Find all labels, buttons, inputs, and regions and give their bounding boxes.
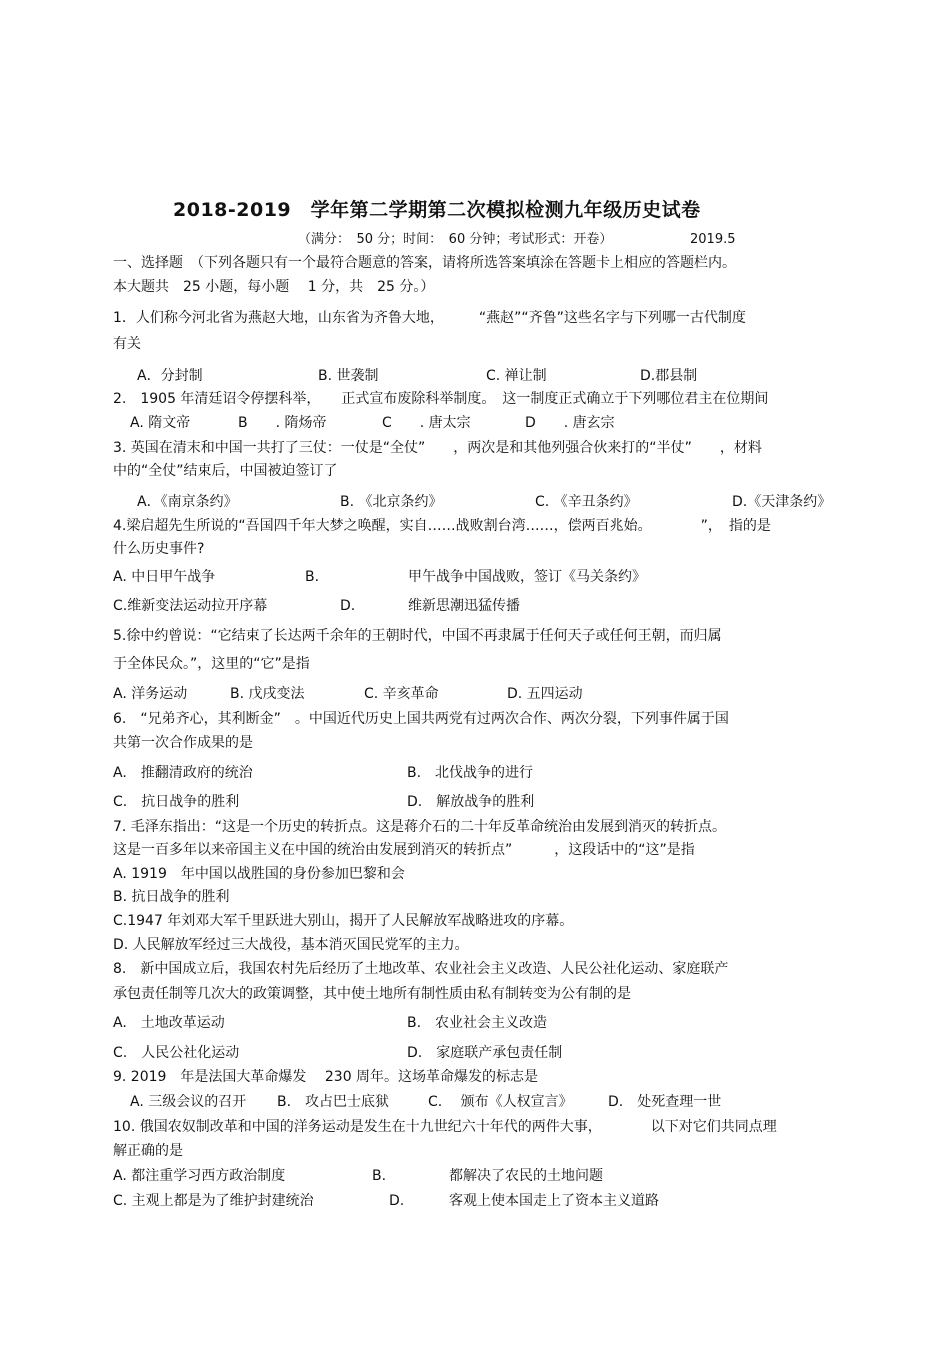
question-2-option-a: A. 隋文帝 — [130, 415, 191, 431]
question-6-option-c: C. 抗日战争的胜利 — [113, 794, 240, 810]
question-4-option-d-label: D. — [340, 598, 356, 614]
page-title: 2018-2019 学年第二学期第二次模拟检测九年级历史试卷 — [173, 199, 701, 221]
exam-info: （满分： 50 分；时间： 60 分钟；考试形式：开卷） — [298, 232, 613, 247]
question-1-option-d: D.郡县制 — [640, 368, 698, 384]
question-6-option-d: D. 解放战争的胜利 — [407, 794, 535, 810]
question-10-stem: 10. 俄国农奴制改革和中国的洋务运动是发生在十九世纪六十年代的两件大事， 以下对它们共同点理 — [113, 1119, 777, 1135]
question-9-stem: 9. 2019 年是法国大革命爆发 230 周年。这场革命爆发的标志是 — [113, 1069, 539, 1085]
question-6-option-b: B. 北伐战争的进行 — [407, 765, 534, 781]
question-4-option-a: A. 中日甲午战争 — [113, 569, 216, 585]
question-4-option-d: 维新思潮迅猛传播 — [408, 598, 520, 614]
question-5-option-d: D. 五四运动 — [507, 686, 583, 702]
question-2-option-c: C . 唐太宗 — [382, 415, 471, 431]
question-5-option-a: A. 洋务运动 — [113, 686, 188, 702]
question-4-stem-cont: 什么历史事件? — [113, 541, 205, 557]
question-2-option-d: D . 唐玄宗 — [525, 415, 615, 431]
question-10-option-b-label: B. — [372, 1168, 387, 1184]
question-8-option-a: A. 土地改革运动 — [113, 1015, 225, 1031]
question-10-option-c: C. 主观上都是为了维护封建统治 — [113, 1193, 314, 1209]
question-10-option-d-label: D. — [389, 1193, 405, 1209]
question-7-stem: 7. 毛泽东指出：“这是一个历史的转折点。这是蒋介石的二十年反革命统治由发展到消灭的转折点。 — [113, 819, 727, 835]
question-7-stem-cont: 这是一百多年以来帝国主义在中国的统治由发展到消灭的转折点” ，这段话中的“这”是指 — [113, 842, 695, 858]
question-2-option-b: B . 隋炀帝 — [238, 415, 327, 431]
question-10-option-d: 客观上使本国走上了资本主义道路 — [449, 1193, 659, 1209]
question-8-stem-cont: 承包责任制等几次大的政策调整，其中使土地所有制性质由私有制转变为公有制的是 — [113, 986, 631, 1002]
question-5-option-b: B. 戊戌变法 — [230, 686, 305, 702]
question-10-option-a: A. 都注重学习西方政治制度 — [113, 1168, 286, 1184]
question-6-stem: 6. “兄弟齐心，其利断金” 。中国近代历史上国共两党有过两次合作、两次分裂，下列事件属于国 — [113, 711, 729, 727]
question-3-option-a: A．《南京条约》 — [137, 494, 238, 510]
question-4-stem: 4.梁启超先生所说的“吾国四千年大梦之唤醒，实自……战败割台湾……，偿两百兆始。 ”， 指的是 — [113, 518, 771, 534]
question-7-option-b: B. 抗日战争的胜利 — [113, 889, 230, 905]
question-9-option-b: B. 攻占巴士底狱 — [277, 1094, 390, 1110]
question-9-option-c: C. 颁布《人权宣言》 — [428, 1094, 573, 1110]
question-1-option-b: B. 世袭制 — [318, 368, 379, 384]
question-4-option-b-label: B. — [305, 569, 320, 585]
question-8-option-c: C. 人民公社化运动 — [113, 1045, 240, 1061]
question-5-stem-cont: 于全体民众。”，这里的“它”是指 — [113, 656, 310, 672]
question-2-stem: 2. 1905 年清廷诏令停摆科举， 正式宣布废除科举制度。 这一制度正式确立于下列哪位君主在位期间 — [113, 391, 769, 407]
question-9-option-a: A. 三级会议的召开 — [130, 1094, 247, 1110]
question-3-option-b: B. 《北京条约》 — [340, 494, 443, 510]
question-8-option-d: D. 家庭联产承包责任制 — [407, 1045, 563, 1061]
question-4-option-b: 甲午战争中国战败，签订《马关条约》 — [408, 569, 646, 585]
question-3-option-c: C. 《辛丑条约》 — [535, 494, 638, 510]
question-4-option-c: C.维新变法运动拉开序幕 — [113, 598, 268, 614]
question-1-stem: 1．人们称今河北省为燕赵大地，山东省为齐鲁大地， “燕赵”“齐鲁”这些名字与下列哪一古代制度 — [113, 310, 746, 326]
question-6-option-a: A. 推翻清政府的统治 — [113, 765, 253, 781]
section-note: 本大题共 25 小题，每小题 1 分，共 25 分。） — [113, 279, 435, 295]
question-1-stem-cont: 有关 — [113, 336, 141, 352]
question-10-stem-cont: 解正确的是 — [113, 1143, 183, 1159]
question-7-option-c: C.1947 年刘邓大军千里跃进大别山，揭开了人民解放军战略进攻的序幕。 — [113, 913, 574, 929]
question-5-option-c: C. 辛亥革命 — [364, 686, 439, 702]
exam-date: 2019.5 — [690, 232, 736, 247]
question-3-stem: 3. 英国在清末和中国一共打了三仗：一仗是“全仗” ，两次是和其他列强合伙来打的“半仗” ，材料 — [113, 440, 762, 456]
question-7-option-d: D. 人民解放军经过三大战役，基本消灭国民党军的主力。 — [113, 937, 469, 953]
question-3-option-d: D.《天津条约》 — [732, 494, 832, 510]
question-9-option-d: D. 处死查理一世 — [608, 1094, 722, 1110]
question-8-stem: 8. 新中国成立后，我国农村先后经历了土地改革、农业社会主义改造、人民公社化运动、家庭联产 — [113, 961, 729, 977]
question-1-option-a: A．分封制 — [137, 368, 203, 384]
question-5-stem: 5.徐中约曾说：“它结束了长达两千余年的王朝时代，中国不再隶属于任何天子或任何王朝，而归属 — [113, 628, 722, 644]
question-8-option-b: B. 农业社会主义改造 — [407, 1015, 548, 1031]
question-7-option-a: A. 1919 年中国以战胜国的身份参加巴黎和会 — [113, 866, 405, 882]
section-heading: 一、选择题 （下列各题只有一个最符合题意的答案，请将所选答案填涂在答题卡上相应的答题栏内。 — [113, 255, 736, 271]
question-1-option-c: C. 禅让制 — [486, 368, 547, 384]
question-6-stem-cont: 共第一次合作成果的是 — [113, 735, 253, 751]
question-10-option-b: 都解决了农民的土地问题 — [449, 1168, 603, 1184]
question-3-stem-cont: 中的“全仗”结束后，中国被迫签订了 — [113, 463, 338, 479]
